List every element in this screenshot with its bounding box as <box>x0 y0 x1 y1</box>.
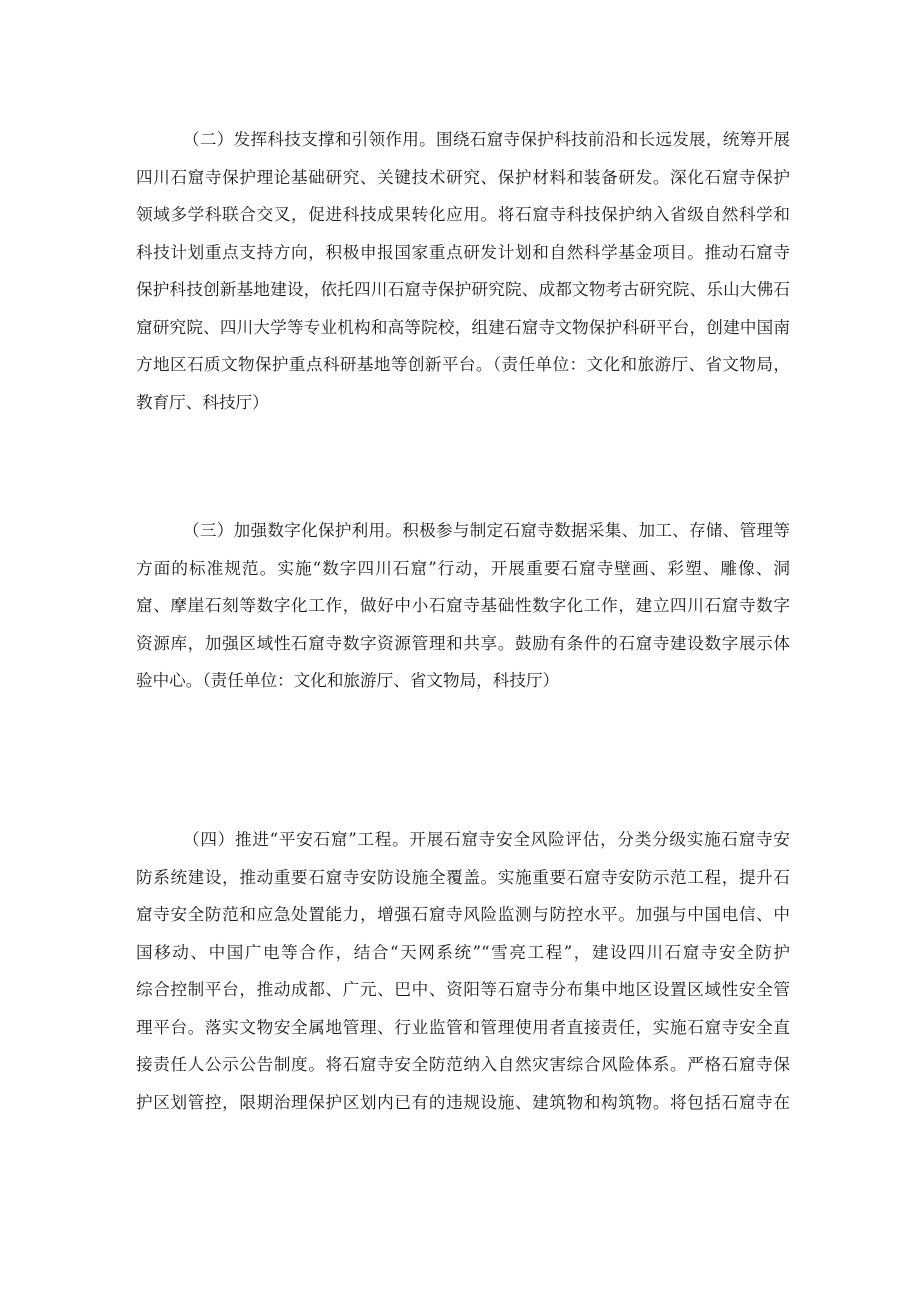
paragraph-line: （四）推进“平安石窟”工程。开展石窟寺安全风险评估，分类分级实施石窟寺安 <box>183 830 790 849</box>
paragraph-line: 国移动、中国广电等合作，结合“天网系统”“雪亮工程”，建设四川石窟寺安全防护 <box>136 942 790 962</box>
paragraph-line: 理平台。落实文物安全属地管理、行业监管和管理使用者直接责任，实施石窟寺安全直 <box>136 1017 790 1037</box>
paragraph-line: 窟研究院、四川大学等专业机构和高等院校，组建石窟寺文物保护科研平台，创建中国南 <box>136 317 790 337</box>
paragraph-line: 窟寺安全防范和应急处置能力，增强石窟寺风险监测与防控水平。加强与中国电信、中 <box>136 905 790 924</box>
paragraph-line: 领域多学科联合交叉，促进科技成果转化应用。将石窟寺科技保护纳入省级自然科学和 <box>136 205 790 224</box>
paragraph-line: 四川石窟寺保护理论基础研究、关键技术研究、保护材料和装备研发。深化石窟寺保护 <box>136 167 790 187</box>
paragraph-line: 资源库，加强区域性石窟寺数字资源管理和共享。鼓励有条件的石窟寺建设数字展示体 <box>136 633 790 653</box>
paragraph-line: 教育厅、科技厅） <box>136 392 269 412</box>
paragraph-line: 接责任人公示公告制度。将石窟寺安全防范纳入自然灾害综合风险体系。严格石窟寺保 <box>136 1055 790 1074</box>
paragraph-line: （二）发挥科技支撑和引领作用。围绕石窟寺保护科技前沿和长远发展，统筹开展 <box>183 130 790 149</box>
paragraph-line: 科技计划重点支持方向，积极申报国家重点研发计划和自然科学基金项目。推动石窟寺 <box>136 242 790 262</box>
paragraph-line: 验中心。（责任单位：文化和旅游厅、省文物局，科技厅） <box>136 671 560 690</box>
paragraph-line: （三）加强数字化保护利用。积极参与制定石窟寺数据采集、加工、存储、管理等 <box>183 521 790 540</box>
paragraph-digital-protection <box>136 512 790 700</box>
paragraph-line: 防系统建设，推动重要石窟寺安防设施全覆盖。实施重要石窟寺安防示范工程，提升石 <box>136 867 790 887</box>
paragraph-line: 护区划管控，限期治理保护区划内已有的违规设施、建筑物和构筑物。将包括石窟寺在 <box>136 1092 790 1112</box>
paragraph-line: 保护科技创新基地建设，依托四川石窟寺保护研究院、成都文物考古研究院、乐山大佛石 <box>136 280 790 299</box>
paragraph-line: 方面的标准规范。实施“数字四川石窟”行动，开展重要石窟寺壁画、彩塑、雕像、洞 <box>136 558 790 578</box>
paragraph-science-support <box>136 121 790 421</box>
paragraph-line: 综合控制平台，推动成都、广元、巴中、资阳等石窟寺分布集中地区设置区域性安全管 <box>136 980 790 999</box>
paragraph-line: 方地区石质文物保护重点科研基地等创新平台。（责任单位：文化和旅游厅、省文物局， <box>136 355 790 374</box>
paragraph-line: 窟、摩崖石刻等数字化工作，做好中小石窟寺基础性数字化工作，建立四川石窟寺数字 <box>136 596 790 615</box>
paragraph-safe-grottoes <box>136 821 790 1121</box>
